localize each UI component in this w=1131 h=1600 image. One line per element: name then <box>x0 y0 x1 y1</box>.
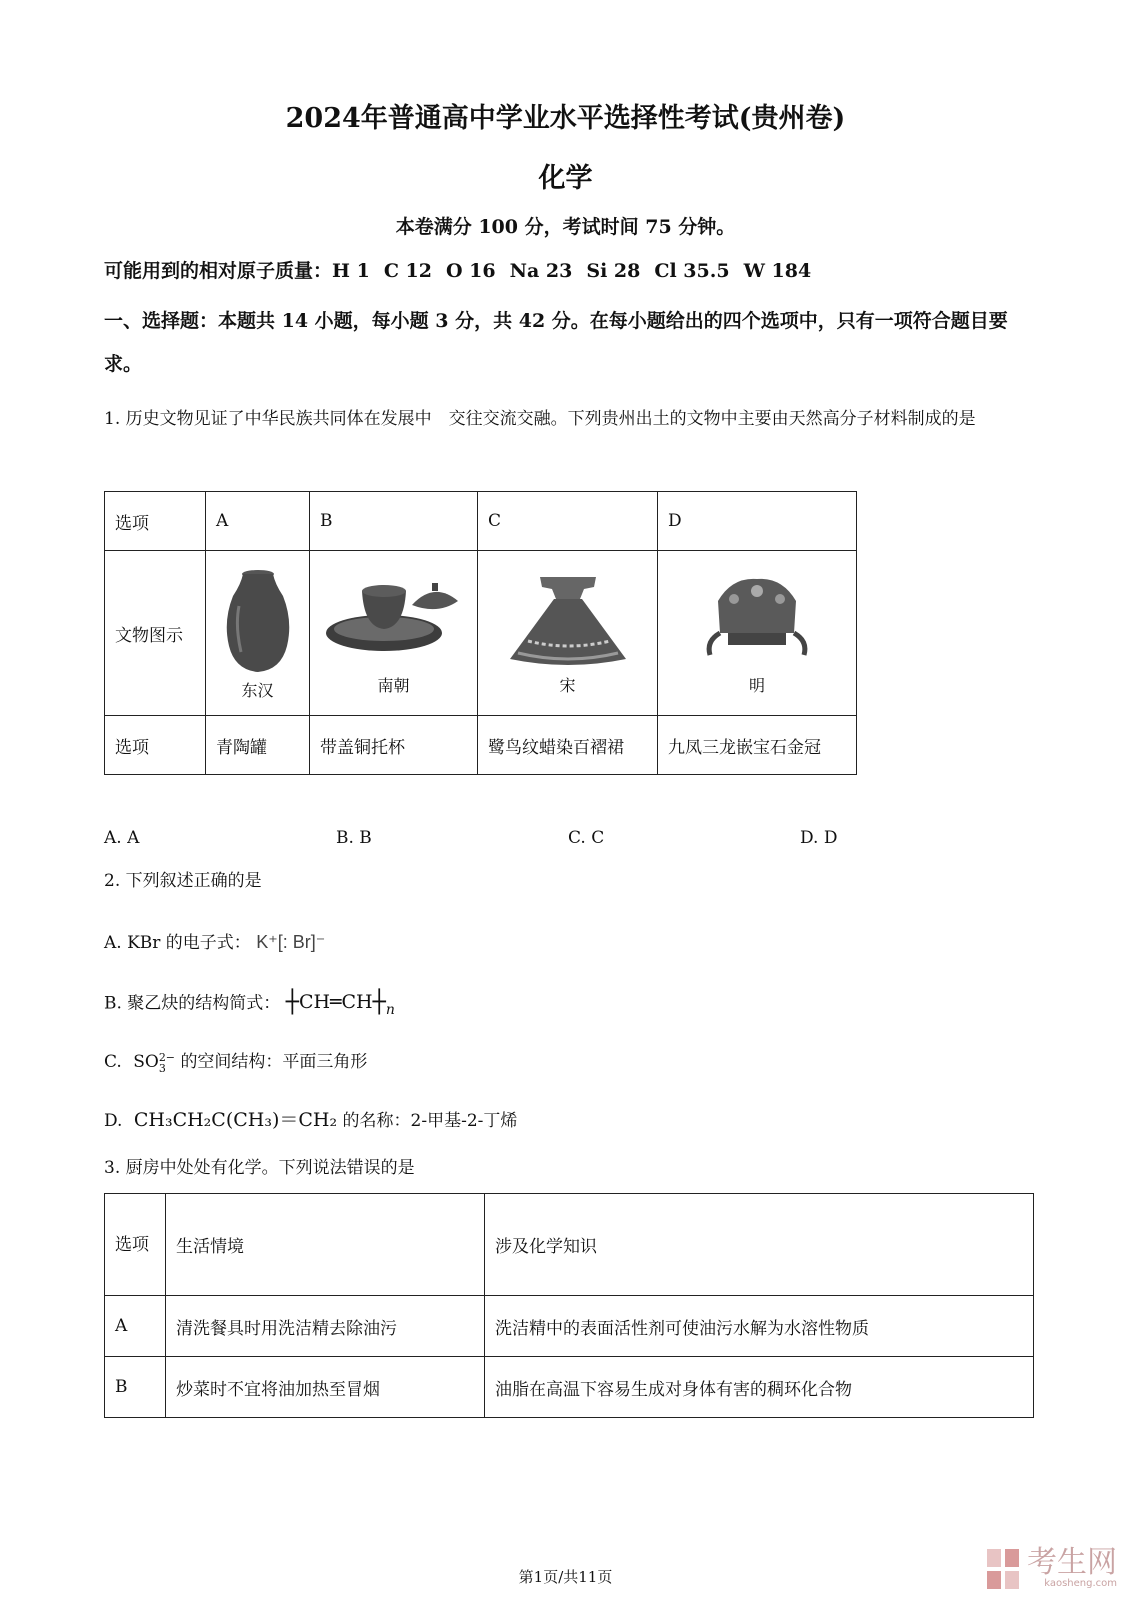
q2-option-d <box>104 1105 517 1132</box>
q1-option-a: A. A <box>104 828 140 848</box>
bond-right-icon: ┼ <box>372 989 386 1015</box>
q2-option-c <box>104 1047 367 1074</box>
column-b-header: B <box>310 492 478 551</box>
bronze-cup-image <box>324 571 464 671</box>
sulfite-charge: 2− <box>158 1050 176 1064</box>
section-heading: 一、选择题：本题共 14 小题，每小题 3 分，共 42 分。在每小题给出的四个选项中，只有一项符合题目要求。 <box>104 310 1008 375</box>
exam-title: 2024年普通高中学业水平选择性考试(贵州卷) <box>285 103 846 134</box>
subject-title: 化学 <box>538 163 593 194</box>
question-3-stem: 3. 厨房中处处有化学。下列说法错误的是 <box>104 1158 415 1178</box>
artifact-a-name: 青陶罐 <box>206 716 310 775</box>
column-c-header: C <box>478 492 658 551</box>
atomic-mass-w: W 184 <box>743 260 812 282</box>
kbr-electron-formula: K⁺[: Br]⁻ <box>256 932 326 952</box>
question-2-stem: 2. 下列叙述正确的是 <box>104 871 262 891</box>
q2-option-c-text: 的空间结构：平面三角形 <box>180 1052 368 1072</box>
atomic-mass-na: Na 23 <box>509 260 573 282</box>
artifact-c-name: 鹭鸟纹蜡染百褶裙 <box>478 716 658 775</box>
artifact-table <box>104 491 857 775</box>
q3-row-a-scenario: 清洗餐具时用洗洁精去除油污 <box>166 1296 485 1357</box>
atomic-mass-h: H 1 <box>332 260 370 282</box>
q3-row-b-option: B <box>105 1357 166 1418</box>
q2-option-b <box>104 986 395 1018</box>
atomic-mass-c: C 12 <box>383 260 432 282</box>
q1-option-c: C. C <box>568 828 605 848</box>
q3-row-a-knowledge: 洗洁精中的表面活性剂可使油污水解为水溶性物质 <box>485 1296 1034 1357</box>
watermark <box>987 1545 1117 1589</box>
q2-option-a <box>104 928 325 953</box>
name-row-label: 选项 <box>105 716 206 775</box>
artifact-c-cell <box>478 551 658 716</box>
q3-row-b-scenario: 炒菜时不宜将油加热至冒烟 <box>166 1357 485 1418</box>
watermark-brand: 考生网 <box>1027 1545 1117 1580</box>
era-a-label: 东汉 <box>241 680 274 700</box>
watermark-url: kaosheng.com <box>1044 1578 1117 1589</box>
artifact-d-name: 九凤三龙嵌宝石金冠 <box>658 716 857 775</box>
polyacetylene-unit: CH═CH <box>298 991 373 1013</box>
q3-header-scenario: 生活情境 <box>166 1194 485 1296</box>
question-1-stem: 1. 历史文物见证了中华民族共同体在发展中 交往交流交融。下列贵州出土的文物中主要由天然高分子材料制成的是 <box>104 409 976 429</box>
sulfite-ion <box>133 1050 176 1075</box>
q3-header-knowledge: 涉及化学知识 <box>485 1194 1034 1296</box>
gold-crown-image <box>702 571 812 671</box>
alkene-formula: CH₃CH₂C(CH₃)＝CH₂ <box>133 1109 338 1131</box>
artifact-b-cell <box>310 551 478 716</box>
q2-option-b-label: B. 聚乙炔的结构简式： <box>104 993 281 1014</box>
atomic-mass-si: Si 28 <box>586 260 641 282</box>
q1-option-d: D. D <box>800 828 838 848</box>
atomic-mass-label: 可能用到的相对原子质量： <box>104 260 333 282</box>
batik-skirt-image <box>498 571 638 671</box>
atomic-mass-cl: Cl 35.5 <box>654 260 730 282</box>
column-a-header: A <box>206 492 310 551</box>
era-d-label: 明 <box>748 675 765 695</box>
era-b-label: 南朝 <box>377 675 410 695</box>
q3-row-b-knowledge: 油脂在高温下容易生成对身体有害的稠环化合物 <box>485 1357 1034 1418</box>
q2-option-d-label: D. <box>104 1111 123 1131</box>
sulfite-symbol: SO <box>133 1052 159 1072</box>
atomic-mass-line <box>104 256 811 283</box>
atomic-mass-o: O 16 <box>446 260 496 282</box>
table-header-cell: 选项 <box>105 492 206 551</box>
kaosheng-logo-icon <box>987 1549 1021 1589</box>
q1-option-b: B. B <box>336 828 372 848</box>
exam-info: 本卷满分 100 分，考试时间 75 分钟。 <box>395 216 736 238</box>
pottery-jar-image <box>221 566 295 676</box>
q2-option-d-text: 的名称：2-甲基-2-丁烯 <box>342 1111 518 1131</box>
q2-option-c-label: C. <box>104 1052 122 1072</box>
artifact-d-cell <box>658 551 857 716</box>
image-row-label: 文物图示 <box>105 551 206 716</box>
artifact-a-cell <box>206 551 310 716</box>
artifact-b-name: 带盖铜托杯 <box>310 716 478 775</box>
column-d-header: D <box>658 492 857 551</box>
era-c-label: 宋 <box>559 675 576 695</box>
page-number: 第1页/共11页 <box>518 1568 613 1586</box>
q2-option-a-label: A. KBr 的电子式： <box>104 933 251 953</box>
q3-header-option: 选项 <box>105 1194 166 1296</box>
bond-left-icon: ┼ <box>285 989 299 1015</box>
q3-row-a-option: A <box>105 1296 166 1357</box>
sulfite-subscript: 3 <box>158 1061 166 1075</box>
repeat-subscript: n <box>385 1002 395 1018</box>
kitchen-chemistry-table <box>104 1193 1034 1418</box>
polyacetylene-formula <box>286 986 395 1018</box>
